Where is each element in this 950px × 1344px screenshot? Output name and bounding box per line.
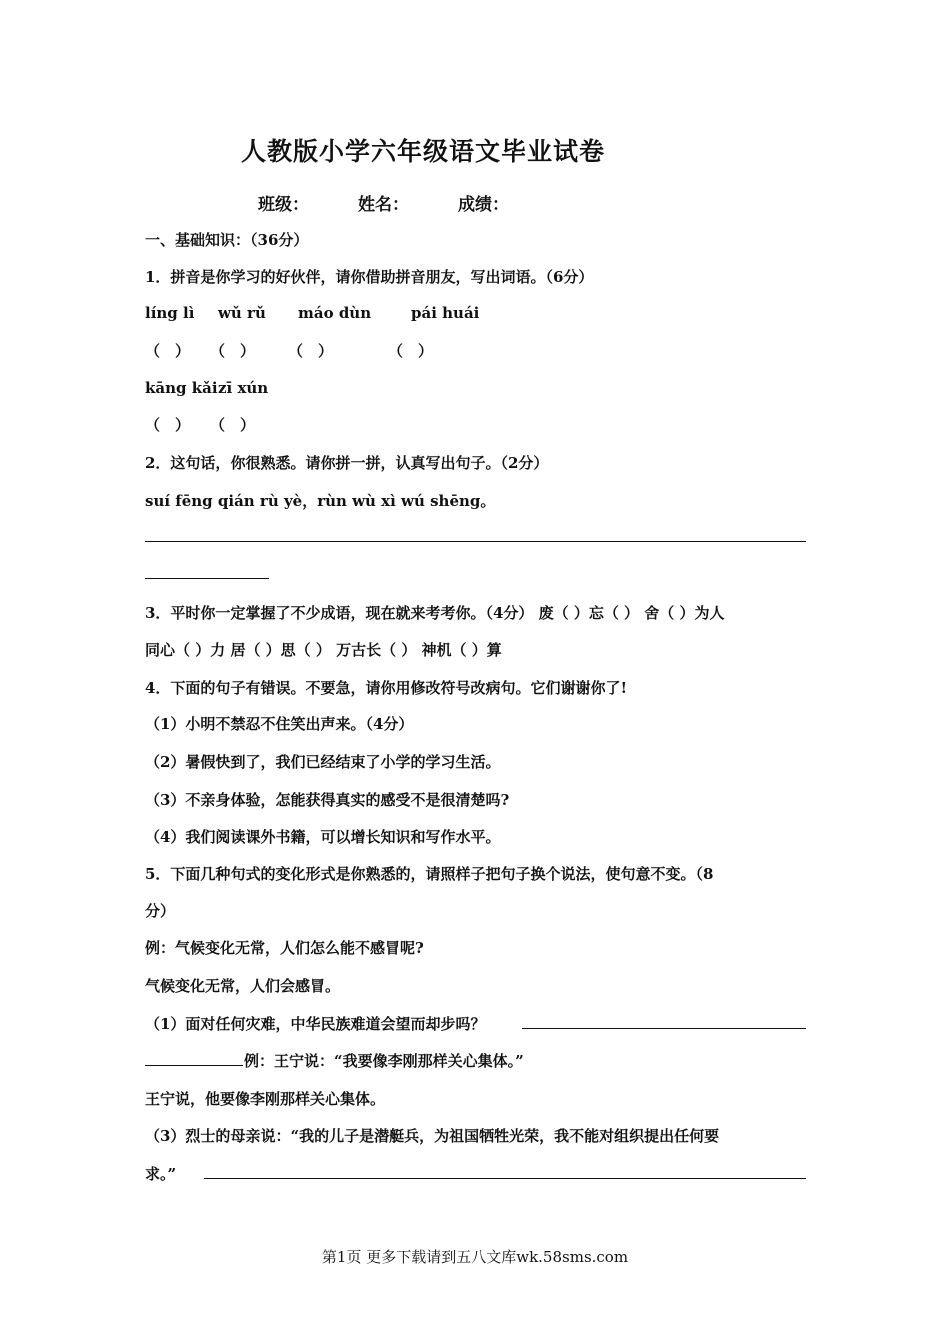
question-4-prompt: 4．下面的句子有错误。不要急，请你用修改符号改病句。它们谢谢你了!: [145, 679, 628, 697]
example-answer: 王宁说，他要像李刚那样关心集体。: [145, 1090, 386, 1108]
score-label: 成绩：: [458, 195, 509, 215]
answer-bracket[interactable]: （ ）: [288, 342, 334, 360]
answer-line[interactable]: [145, 1065, 243, 1066]
answer-bracket[interactable]: （ ）: [145, 342, 191, 360]
pinyin-word: zī xún: [218, 379, 269, 397]
pinyin-word: pái huái: [411, 304, 480, 322]
question-5-item-1: （1）面对任何灾难，中华民族难道会望而却步吗？: [145, 1015, 486, 1033]
pinyin-word: máo dùn: [298, 304, 372, 322]
question-1-prompt: 1．拼音是你学习的好伙伴，请你借助拼音朋友，写出词语。（6分）: [145, 268, 594, 286]
answer-line[interactable]: [522, 1028, 806, 1029]
example-answer: 气候变化无常，人们会感冒。: [145, 977, 341, 995]
question-4-item: （2）暑假快到了，我们已经结束了小学的学习生活。: [145, 753, 501, 771]
question-4-item: （4）我们阅读课外书籍，可以增长知识和写作水平。: [145, 828, 501, 846]
question-2-pinyin: suí fēng qián rù yè，rùn wù xì wú shēng。: [145, 492, 496, 510]
section-heading: 一、基础知识：（36分）: [145, 231, 309, 249]
question-4-item: （3）不亲身体验，怎能获得真实的感受不是很清楚吗?: [145, 791, 510, 809]
question-3-line-2: 同心（ ）力 居（ ）思（ ） 万古长（ ） 神机（ ）算: [145, 641, 502, 659]
class-label: 班级：: [258, 195, 309, 215]
answer-bracket[interactable]: （ ）: [210, 342, 256, 360]
question-5-prompt-line-1: 5．下面几种句式的变化形式是你熟悉的，请照样子把句子换个说法，使句意不变。（8: [145, 865, 714, 883]
pinyin-word: líng lì: [145, 304, 195, 322]
example-sentence: 例：王宁说：“我要像李刚那样关心集体。”: [244, 1052, 524, 1070]
question-5-prompt-line-2: 分）: [145, 902, 176, 920]
question-2-prompt: 2．这句话，你很熟悉。请你拼一拼，认真写出句子。（2分）: [145, 454, 549, 472]
answer-bracket[interactable]: （ ）: [388, 342, 434, 360]
page-footer: 第1页 更多下载请到五八文库wk.58sms.com: [321, 1248, 629, 1266]
answer-line[interactable]: [145, 578, 269, 579]
question-5-item-3-line-2: 求。”: [145, 1165, 177, 1183]
pinyin-word: kāng kǎi: [145, 379, 218, 397]
question-3-line-1: 3．平时你一定掌握了不少成语，现在就来考考你。（4分） 废（ ）忘（ ） 舍（ ）为人: [145, 604, 725, 622]
answer-bracket[interactable]: （ ）: [145, 416, 191, 434]
question-5-item-3-line-1: （3）烈士的母亲说：“我的儿子是潜艇兵，为祖国牺牲光荣，我不能对组织提出任何要: [145, 1127, 720, 1145]
answer-line[interactable]: [204, 1178, 806, 1179]
answer-line[interactable]: [145, 541, 806, 542]
example-sentence: 例：气候变化无常，人们怎么能不感冒呢?: [145, 939, 424, 957]
question-4-item: （1）小明不禁忍不住笑出声来。（4分）: [145, 715, 414, 733]
page-title: 人教版小学六年级语文毕业试卷: [240, 137, 605, 166]
pinyin-word: wǔ rǔ: [218, 304, 266, 322]
answer-bracket[interactable]: （ ）: [210, 416, 256, 434]
student-info-row: [258, 190, 509, 215]
name-label: 姓名：: [358, 195, 409, 215]
